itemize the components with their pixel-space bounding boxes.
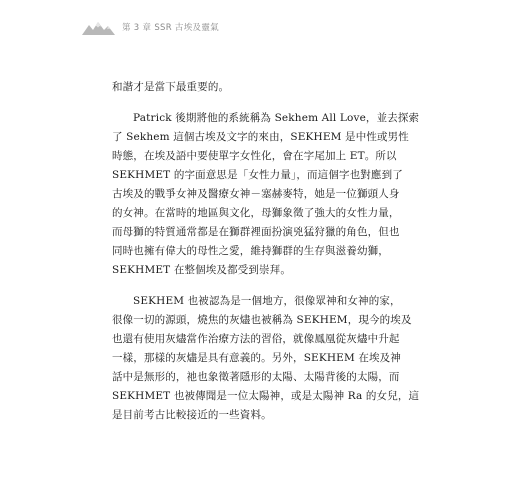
body-text-line: 了 Sekhem 這個古埃及文字的來由，SEKHEM 是中性或男性 — [112, 131, 409, 143]
body-text-line: SEKHEM 也被認為是一個地方，很像眾神和女神的家， — [133, 295, 401, 307]
body-text-line: 一樣，那樣的灰燼是具有意義的。另外，SEKHEM 在埃及神 — [112, 352, 401, 364]
body-text-line: 很像一切的源頭，燒焦的灰燼也被稱為 SEKHEM，現今的埃及 — [112, 314, 412, 326]
body-text-line: 和諧才是當下最重要的。 — [112, 81, 230, 93]
running-header-title: 第 3 章 SSR 古埃及靈氣 — [122, 23, 219, 33]
body-text-line: 古埃及的戰爭女神及醫療女神－塞赫麥特，她是一位獅頭人身 — [112, 188, 400, 200]
body-text-line: 的女神。在當時的地區與文化，母獅象徵了強大的女性力量， — [112, 207, 400, 219]
page-body — [112, 78, 420, 425]
body-text-line: Patrick 後期將他的系統稱為 Sekhem All Love，並去探索 — [133, 112, 420, 124]
body-text-line: 時態，在埃及語中要使單字女性化，會在字尾加上 ET。所以 — [112, 150, 397, 162]
body-text-line: SEKHMET 也被傳聞是一位太陽神，或是太陽神 Ra 的女兒，這 — [112, 390, 420, 402]
mountain-logo-icon — [82, 19, 118, 35]
body-text-line: 而母獅的特質通常都是在獅群裡面扮演兇猛狩獵的角色，但也 — [112, 226, 400, 238]
body-text-line: SEKHMET 的字面意思是「女性力量」，而這個字也對應到了 — [112, 169, 403, 181]
body-text-line: 同時也擁有偉大的母性之愛，維持獅群的生存與滋養幼獅， — [112, 245, 389, 257]
body-text-line: 是目前考古比較接近的一些資料。 — [112, 409, 272, 421]
body-text-line: 也還有使用灰燼當作治療方法的習俗，就像鳳凰從灰燼中升起 — [112, 333, 400, 345]
body-text-line: 話中是無形的，祂也象徵著隱形的太陽、太陽背後的太陽，而 — [112, 371, 400, 383]
running-header — [82, 18, 219, 36]
body-text-line: SEKHMET 在整個埃及都受到崇拜。 — [112, 264, 291, 276]
